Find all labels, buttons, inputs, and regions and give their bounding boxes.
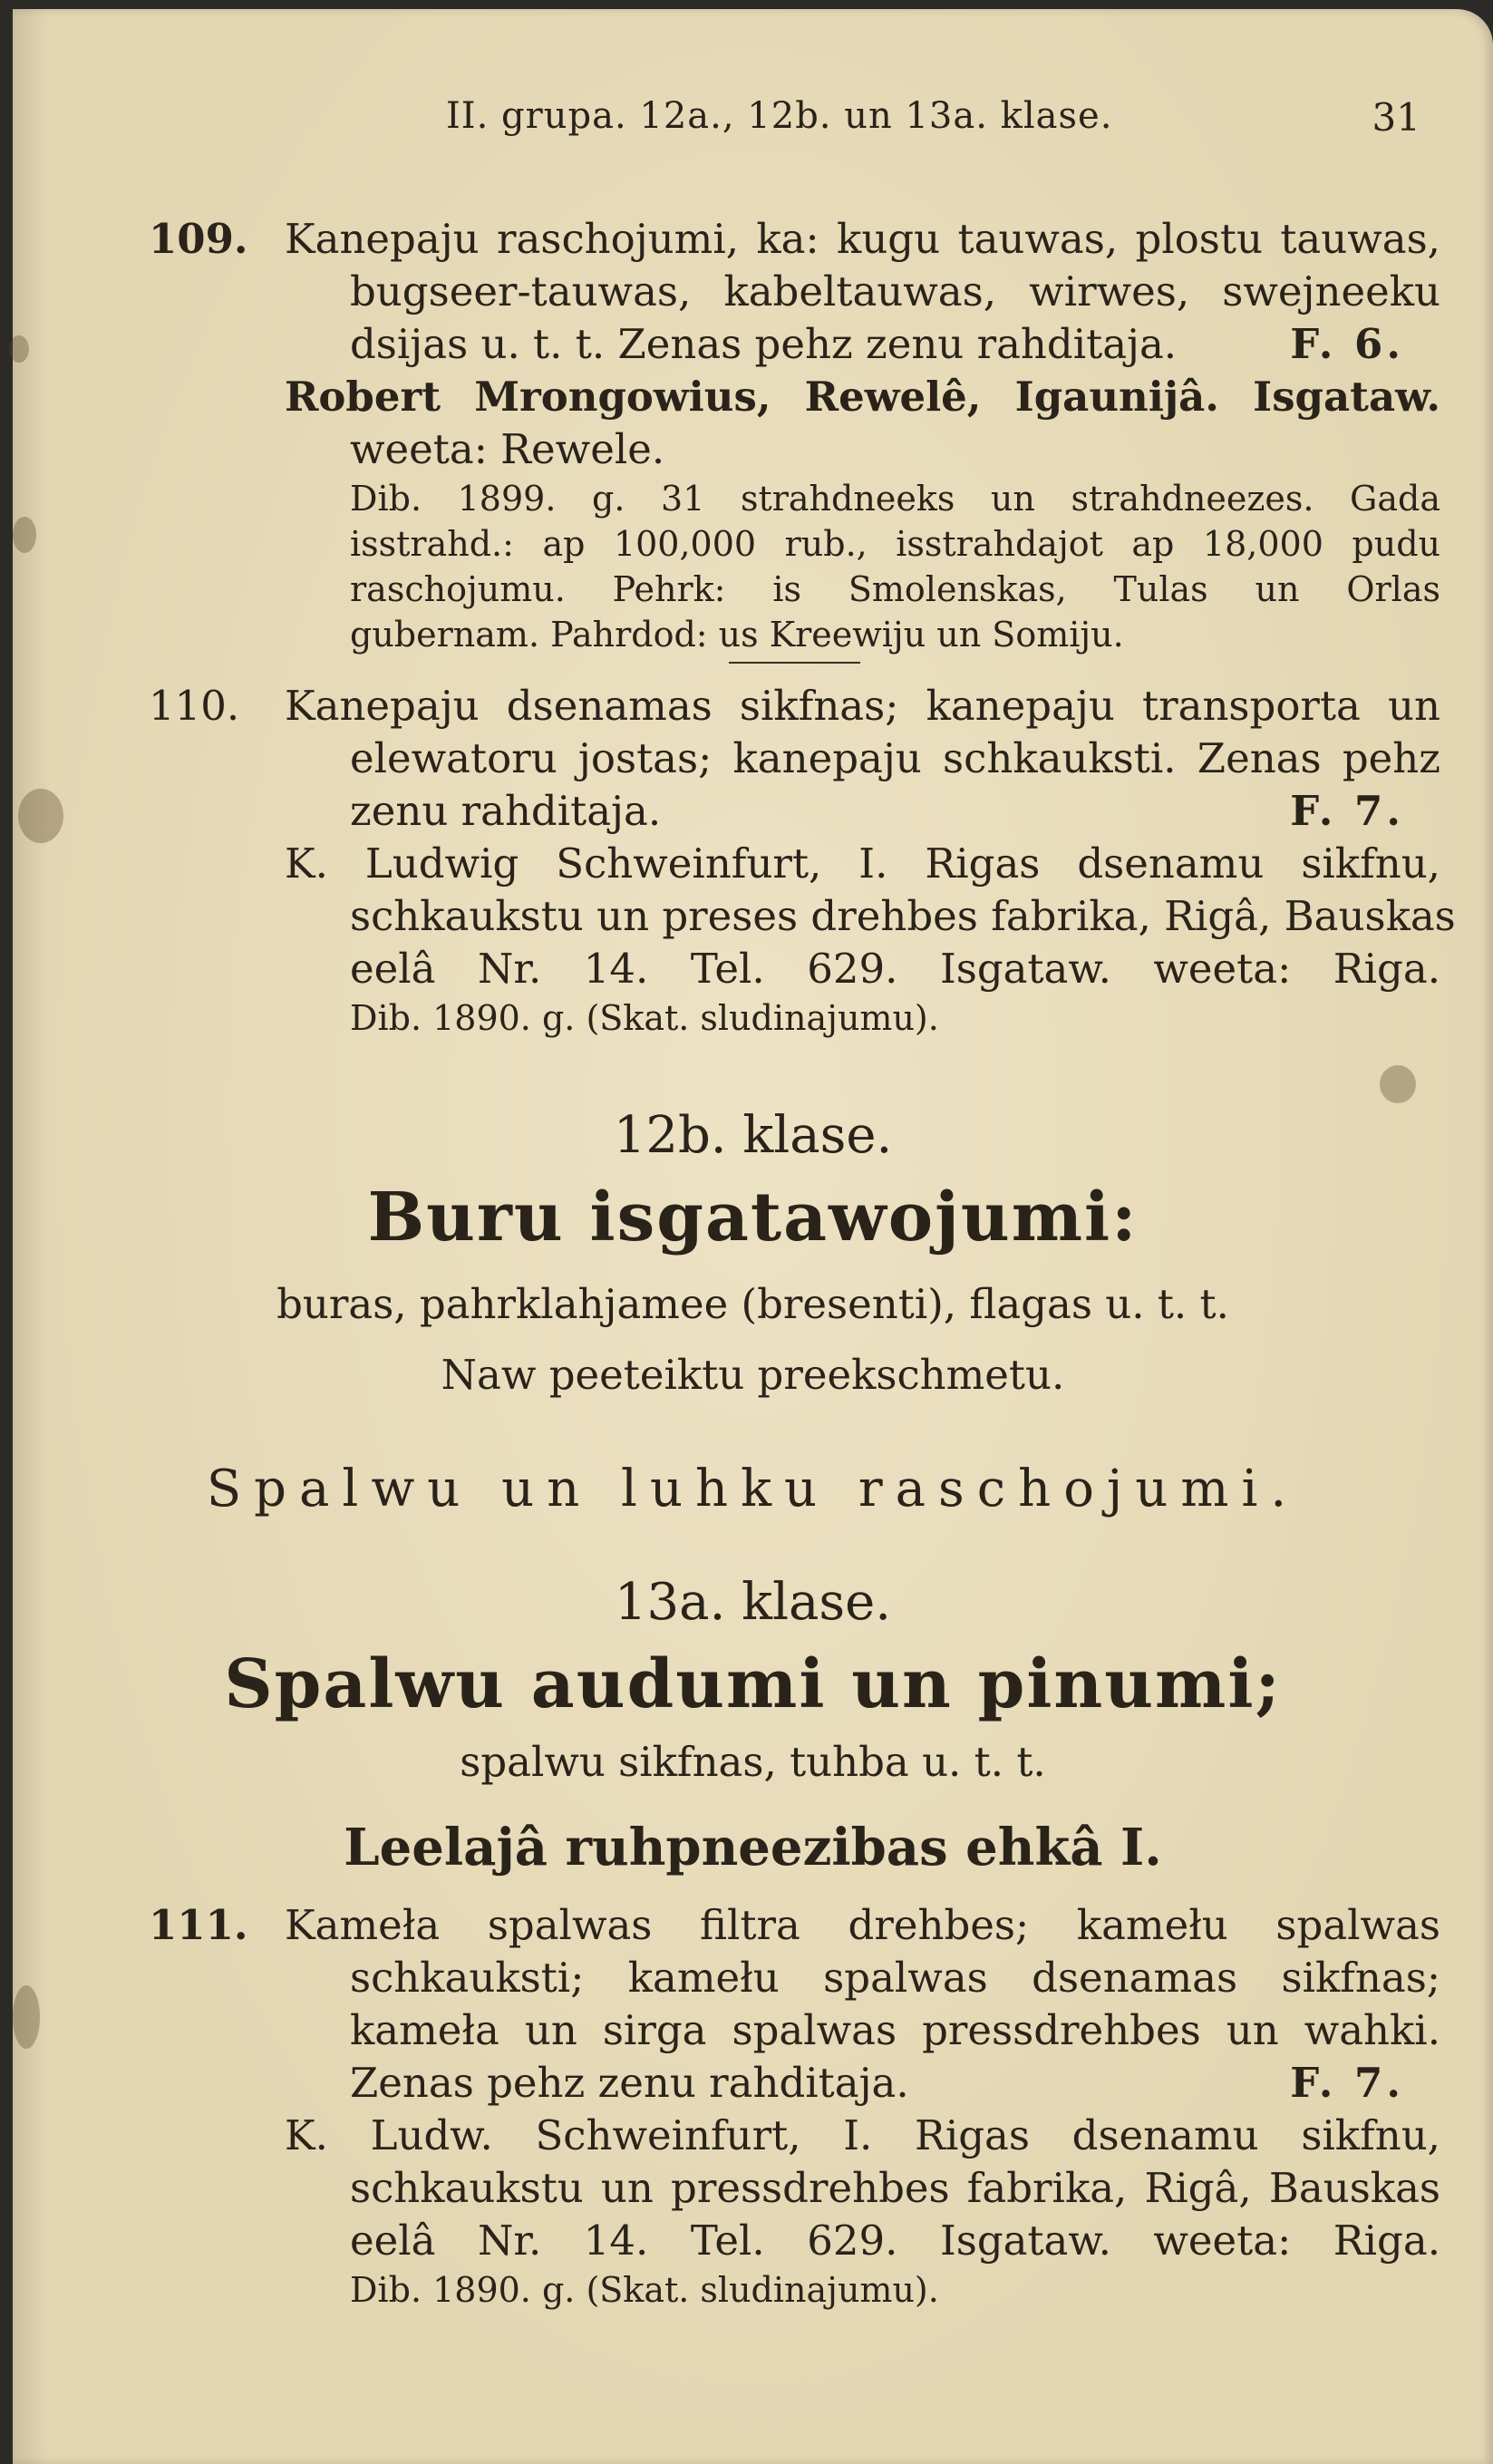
stain: [18, 789, 63, 843]
group-heading: Spalwu un luhku raschojumi.: [206, 1460, 1300, 1518]
separator-rule: [729, 662, 860, 664]
page-number: 31: [1372, 95, 1420, 140]
running-title: II. grupa. 12a., 12b. un 13a. klase.: [446, 95, 1113, 137]
subsection-heading: Leelajâ ruhpneezibas ehkâ I.: [344, 1818, 1162, 1877]
class-code: F. 6.: [1290, 320, 1404, 368]
section-title-12b: Buru isgatawojumi:: [367, 1179, 1139, 1256]
class-code: F. 7.: [1290, 2059, 1404, 2107]
class-code: F. 7.: [1290, 787, 1404, 835]
section-subtitle-12b: buras, pahrklahjamee (bresenti), flagas u. t. t.: [276, 1280, 1229, 1328]
stain: [1380, 1065, 1416, 1103]
no-exhibits-note: Naw peeteiktu preekschmetu.: [441, 1351, 1065, 1399]
section-subtitle-13a: spalwu sikfnas, tuhba u. t. t.: [460, 1738, 1046, 1786]
running-header: [13, 95, 1493, 150]
entry-110: 110. Kanepaju dsenamas sikfnas; kanepaju transporta un elewatoru jostas; kanepaju schkauksti. Zenas pehz zenu rahditaja. F. 7. K. Ludwig Schweinfurt, I. Rigas dsenamu sikfnu, schkaukstu un preses drehbes fabrika, Rigâ, Bauskas eelâ Nr. 14. Tel. 629. Isgataw. weeta: Riga. Dib. 1890. g. (Skat. sludinajumu).: [149, 682, 1456, 1038]
stain: [13, 517, 36, 553]
section-title-13a: Spalwu audumi un pinumi;: [224, 1645, 1282, 1723]
scanned-page: [13, 9, 1493, 2464]
class-heading-12b: 12b. klase.: [613, 1106, 893, 1165]
entry-109: 109. Kanepaju raschojumi, ka: kugu tauwas, plostu tauwas, bugseer-tauwas, kabeltauwas, wirwes, swejneeku dsijas u. t. t. Zenas pehz zenu rahditaja. F. 6. Robert Mrongowius, Rewelê, Igaunijâ. Isgataw. weeta: Rewele. Dib. 1899. g. 31 strahdneeks un strahdneezes. Gada isstrahd.: ap 100,000 rub., isstrahdajot ap 18,000 pudu raschojumu. Pehrk: is Smolenskas, Tulas un Orlas gubernam. Pahrdod: us Kreewiju un Somiju.: [149, 215, 1440, 655]
stain: [13, 1985, 40, 2049]
entry-111: 111. Kameła spalwas filtra drehbes; kamełu spalwas schkauksti; kamełu spalwas dsenamas sikfnas; kameła un sirga spalwas pressdrehbes un wahki. Zenas pehz zenu rahditaja. F. 7. K. Ludw. Schweinfurt, I. Rigas dsenamu sikfnu, schkaukstu un pressdrehbes fabrika, Rigâ, Bauskas eelâ Nr. 14. Tel. 629. Isgataw. weeta: Riga. Dib. 1890. g. (Skat. sludinajumu).: [149, 1901, 1440, 2310]
stain: [9, 335, 29, 363]
class-heading-13a: 13a. klase.: [614, 1573, 892, 1632]
